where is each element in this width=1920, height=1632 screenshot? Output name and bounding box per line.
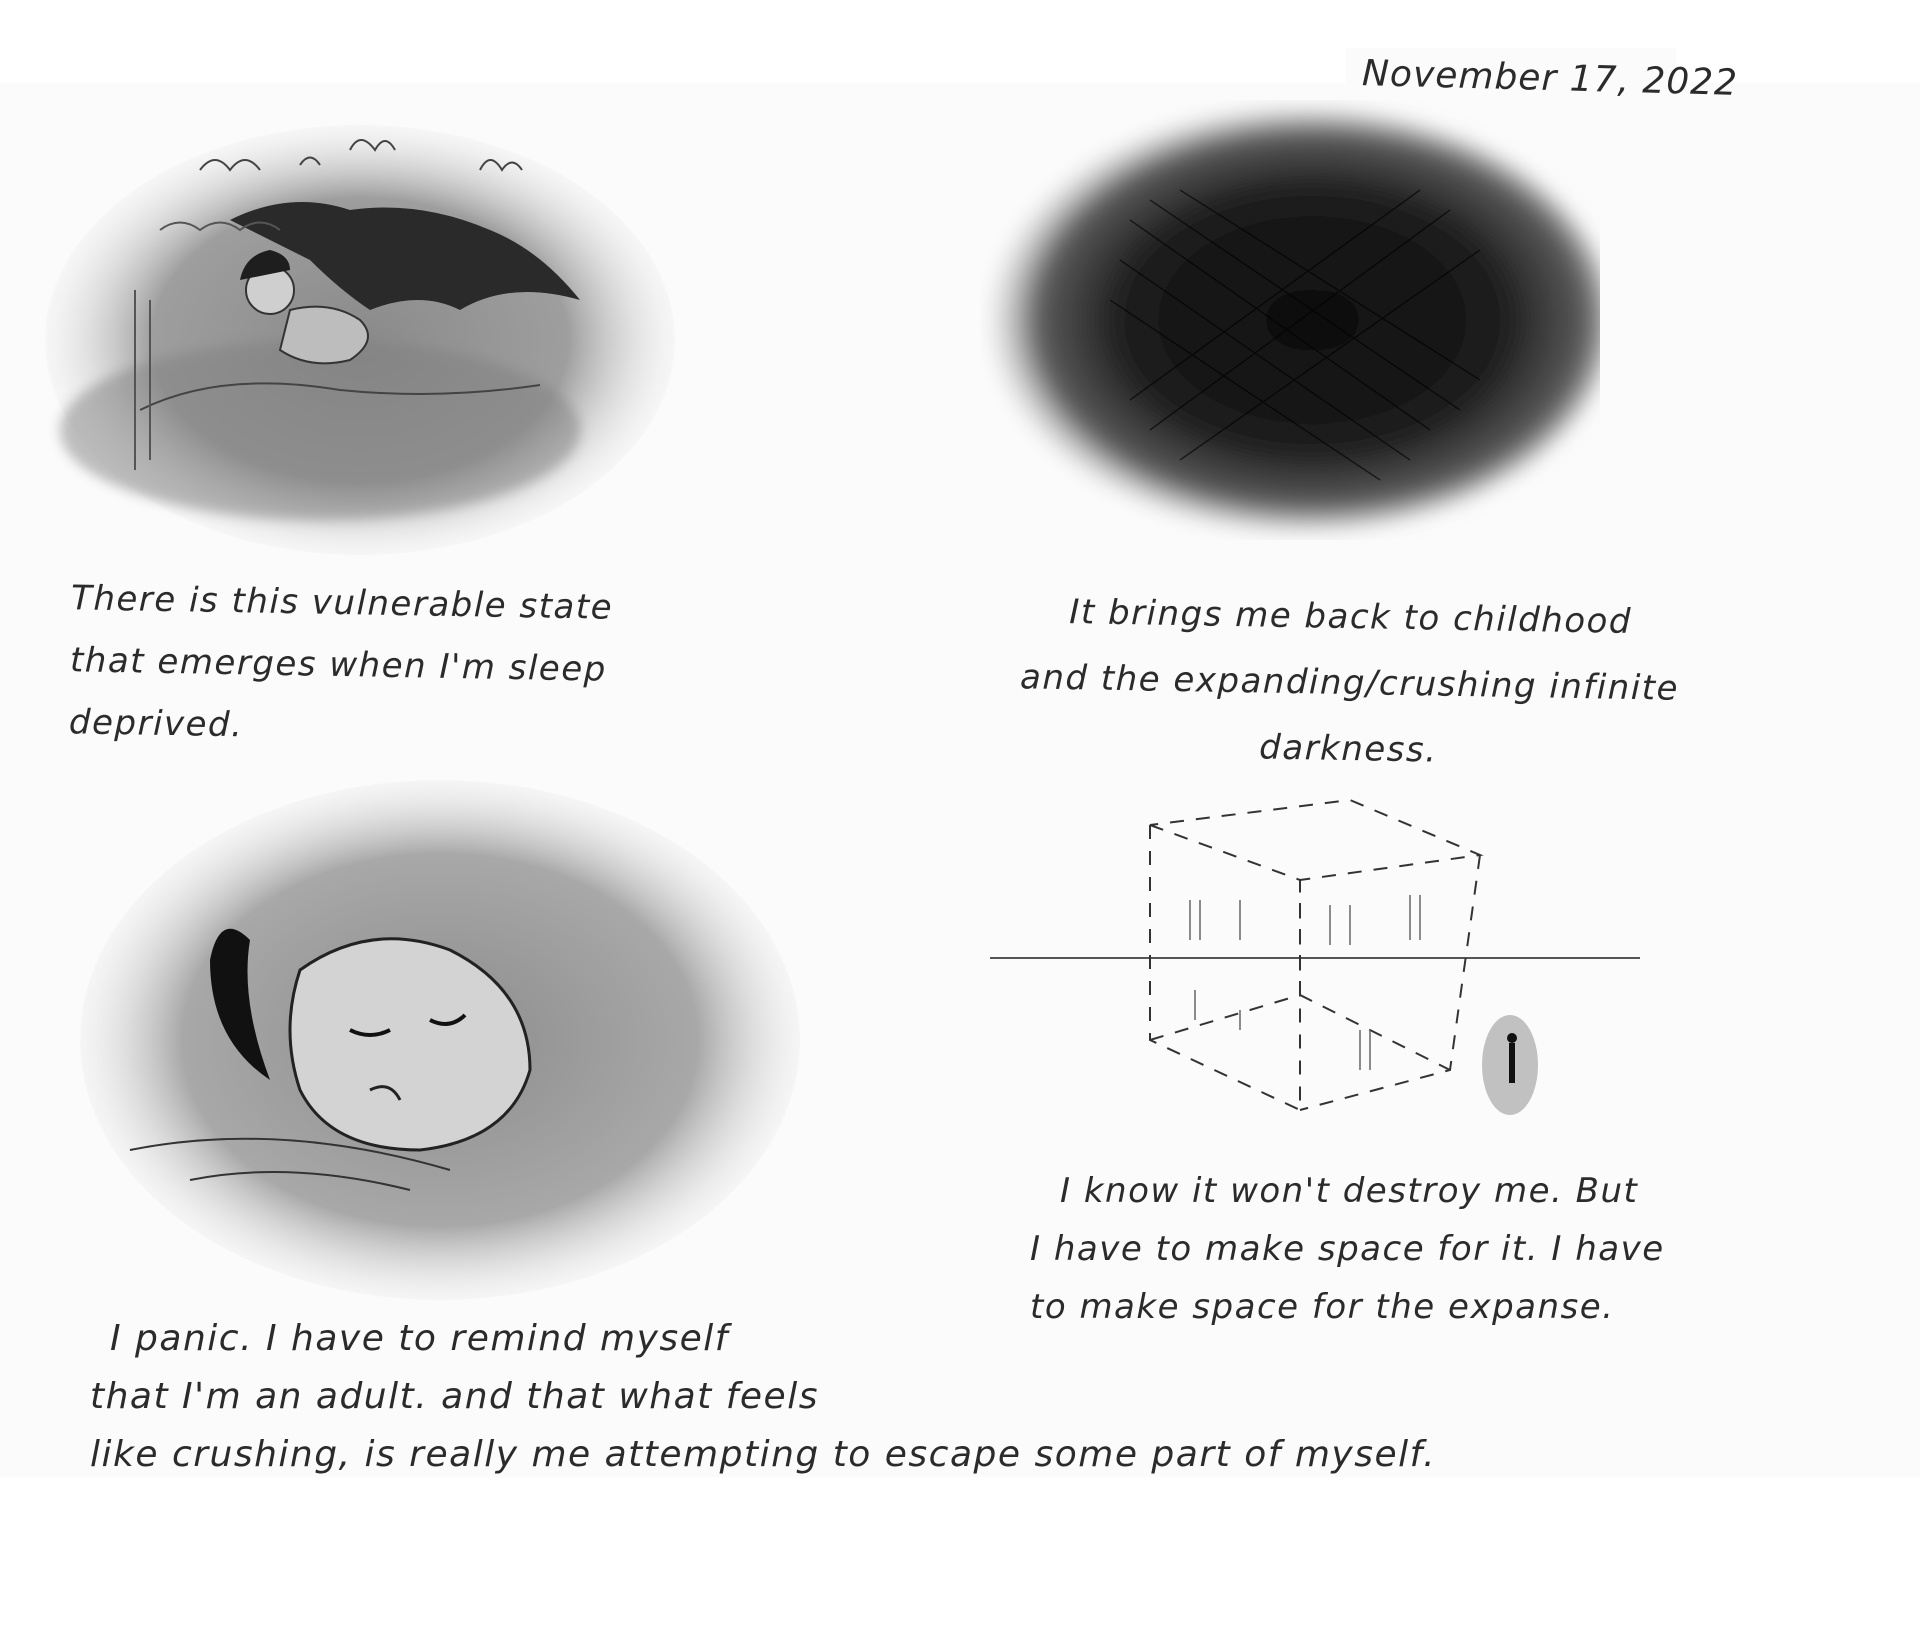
caption-line: It brings me back to childhood: [1069, 592, 1633, 642]
caption-line: like crushing, is really me attempting to escape some part of myself.: [90, 1434, 1437, 1475]
caption-line: I panic. I have to remind myself: [110, 1318, 729, 1359]
caption-line: and the expanding/crushing infinite: [1019, 657, 1680, 709]
panel-expanse-structure: [990, 780, 1650, 1120]
caption-line: deprived.: [68, 702, 244, 746]
caption-line: to make space for the expanse.: [1030, 1287, 1615, 1327]
darkness-cloud-drawing: [980, 100, 1600, 540]
caption-line: I have to make space for it. I have: [1030, 1229, 1665, 1269]
date-label: November 17, 2022: [1361, 53, 1739, 104]
caption-line: that emerges when I'm sleep: [69, 640, 608, 690]
panel-infinite-darkness: [980, 100, 1600, 540]
caption-line: There is this vulnerable state: [70, 578, 614, 628]
caption-panel2: [1018, 578, 1680, 787]
close-up-face-drawing: [70, 770, 810, 1310]
caption-panel3: [90, 1310, 1436, 1484]
caption-panel1: [68, 567, 613, 762]
caption-line: I know it won't destroy me. But: [1060, 1171, 1639, 1211]
sleeping-figure-drawing: [40, 110, 680, 570]
dashed-building-drawing: [990, 780, 1650, 1120]
panel-sleepless-in-bed: [40, 110, 680, 570]
panel-panicked-face: [70, 770, 810, 1310]
caption-panel4: [1030, 1162, 1665, 1336]
caption-line: darkness.: [1258, 727, 1438, 771]
caption-line: that I'm an adult. and that what feels: [90, 1376, 819, 1417]
